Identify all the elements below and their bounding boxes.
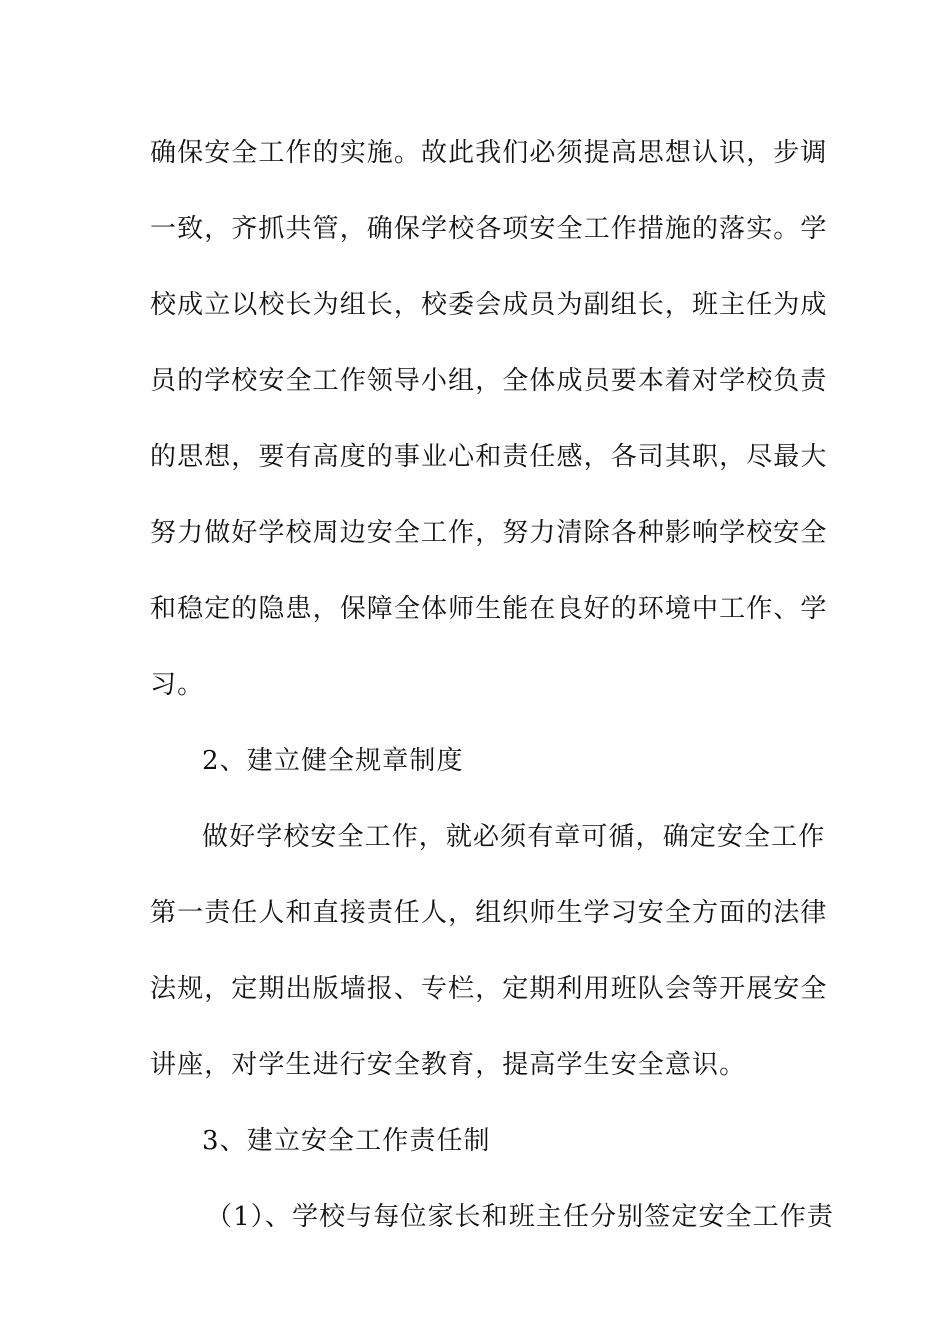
paragraph-line: 做好学校安全工作，就必须有章可循，确定安全工作 xyxy=(202,822,826,852)
section-heading: 3、建立安全工作责任制 xyxy=(202,1126,491,1156)
paragraph-line: 一致，齐抓共管，确保学校各项安全工作措施的落实。学 xyxy=(150,214,828,244)
section-heading: 2、建立健全规章制度 xyxy=(202,746,464,776)
paragraph-line: 第一责任人和直接责任人，组织师生学习安全方面的法律 xyxy=(150,898,828,928)
paragraph-line: 和稳定的隐患，保障全体师生能在良好的环境中工作、学 xyxy=(150,594,828,624)
paragraph-line: 确保安全工作的实施。故此我们必须提高思想认识，步调 xyxy=(150,138,828,168)
paragraph-line: 员的学校安全工作领导小组，全体成员要本着对学校负责 xyxy=(150,366,828,396)
paragraph-line: 习。 xyxy=(150,670,205,700)
paragraph-line: 努力做好学校周边安全工作，努力清除各种影响学校安全 xyxy=(150,518,828,548)
paragraph-line: 校成立以校长为组长，校委会成员为副组长，班主任为成 xyxy=(150,290,828,320)
paragraph-line: 的思想，要有高度的事业心和责任感，各司其职，尽最大 xyxy=(150,442,828,472)
list-item: （1）、学校与每位家长和班主任分别签定安全工作责 xyxy=(206,1202,834,1232)
paragraph-line: 法规，定期出版墙报、专栏，定期利用班队会等开展安全 xyxy=(150,974,828,1004)
paragraph-line: 讲座，对学生进行安全教育，提高学生安全意识。 xyxy=(150,1050,747,1080)
